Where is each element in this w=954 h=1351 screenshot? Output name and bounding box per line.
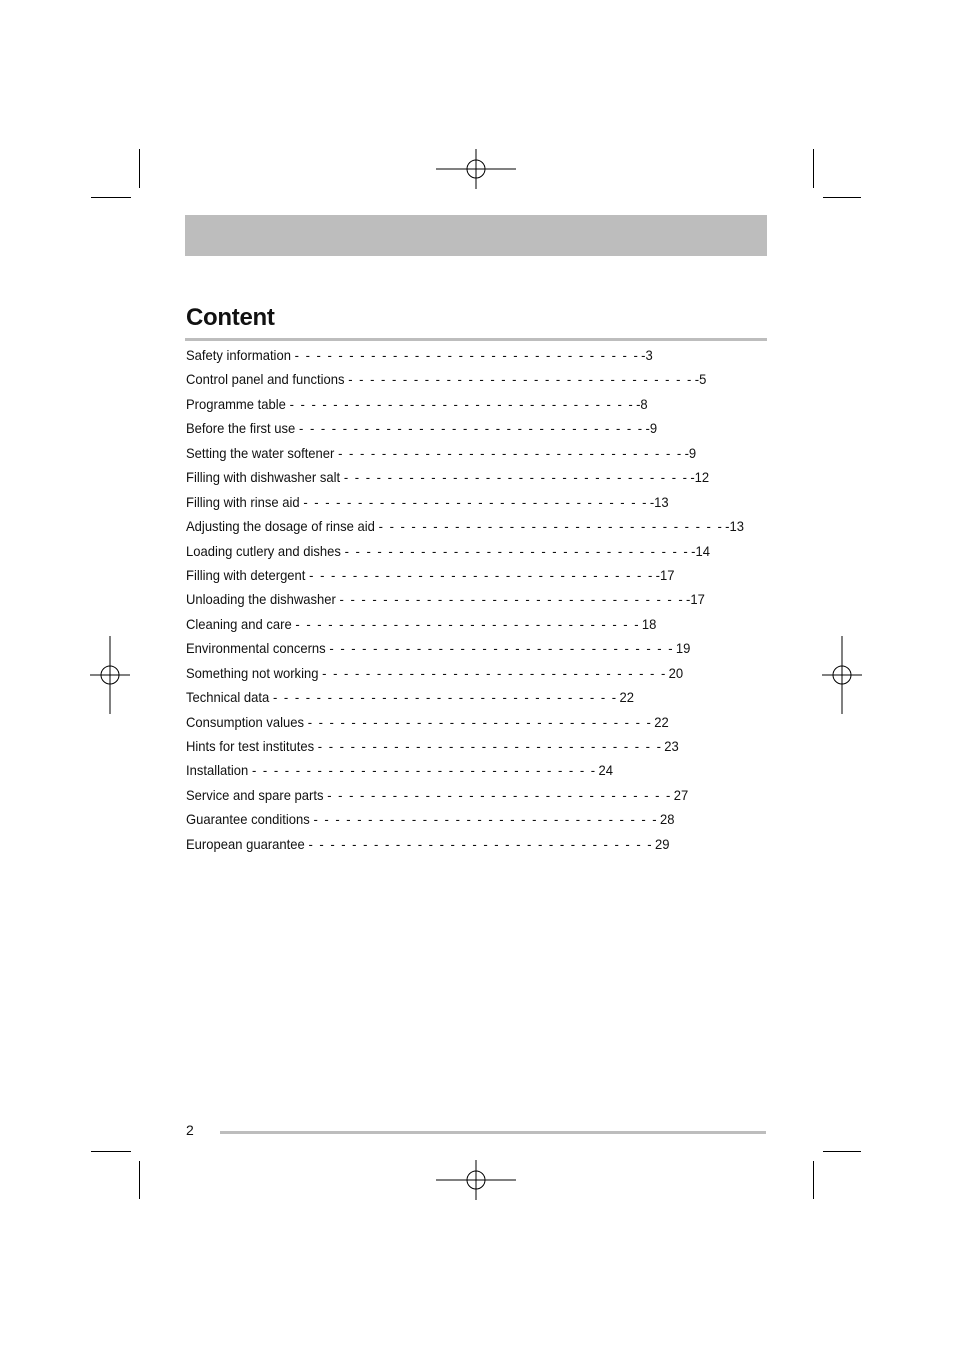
toc-label: Setting the water softener xyxy=(186,444,335,461)
toc-page: -3 xyxy=(641,347,653,363)
toc-item-loading-cutlery[interactable] xyxy=(186,539,710,563)
toc-item-water-softener[interactable] xyxy=(186,441,697,465)
toc-leader: - - - - - - - - - - - - - - - - - - - - - - - - - - - - - - - - xyxy=(272,689,618,706)
toc-label: Technical data xyxy=(186,689,270,706)
toc-label: Safety information xyxy=(186,347,291,363)
toc-leader: - - - - - - - - - - - - - - - - - - - - - - - - - - - - - - - - xyxy=(299,420,644,437)
registration-mark-right-icon xyxy=(822,636,862,714)
toc-leader: - - - - - - - - - - - - - - - - - - - - - - - - - - - - - - - - xyxy=(313,811,659,828)
toc-item-safety-information[interactable] xyxy=(186,343,653,367)
toc-item-european-guarantee[interactable] xyxy=(186,832,670,856)
toc-label: Before the first use xyxy=(186,420,296,437)
toc-leader: - - - - - - - - - - - - - - - - - - - - - - - - - - - - - - - - xyxy=(251,762,597,779)
toc-page: 29 xyxy=(654,835,670,852)
toc-item-control-panel[interactable] xyxy=(186,367,707,391)
toc-label: Something not working xyxy=(186,664,319,681)
toc-label: Installation xyxy=(186,762,249,779)
toc-page: -9 xyxy=(684,444,697,461)
toc-page: -12 xyxy=(690,469,710,486)
toc-label: European guarantee xyxy=(186,835,305,852)
crop-mark-top-right-horizontal xyxy=(823,197,861,198)
toc-page: -17 xyxy=(655,566,675,583)
toc-item-environmental[interactable] xyxy=(186,636,691,660)
toc-item-installation[interactable] xyxy=(186,758,613,782)
toc-label: Environmental concerns xyxy=(186,640,326,657)
toc-page: -13 xyxy=(649,493,669,510)
registration-mark-top-icon xyxy=(436,149,516,189)
toc-leader: - - - - - - - - - - - - - - - - - - - - - - - - - - - - - - - - xyxy=(294,347,640,363)
toc-leader: - - - - - - - - - - - - - - - - - - - - - - - - - - - - - - - - xyxy=(343,469,689,486)
toc-page: 22 xyxy=(654,713,669,730)
toc-page: 18 xyxy=(641,615,657,632)
toc-page: -17 xyxy=(686,591,705,608)
toc-label: Unloading the dishwasher xyxy=(186,591,336,608)
toc-page: 22 xyxy=(619,689,634,706)
toc-label: Programme table xyxy=(186,395,286,412)
toc-leader: - - - - - - - - - - - - - - - - - - - - - - - - - - - - - - - - xyxy=(338,444,683,461)
crop-mark-bottom-right-vertical xyxy=(813,1161,814,1199)
toc-label: Guarantee conditions xyxy=(186,811,310,828)
crop-mark-bottom-left-vertical xyxy=(139,1161,140,1199)
toc-page: -8 xyxy=(636,395,648,412)
toc-page: 19 xyxy=(675,640,691,657)
toc-item-not-working[interactable] xyxy=(186,661,684,685)
toc-leader: - - - - - - - - - - - - - - - - - - - - - - - - - - - - - - - - xyxy=(344,542,690,559)
toc-item-service-parts[interactable] xyxy=(186,783,689,807)
footer-rule xyxy=(220,1131,766,1134)
toc-item-rinse-aid-dosage[interactable] xyxy=(186,514,744,538)
toc-leader: - - - - - - - - - - - - - - - - - - - - - - - - - - - - - - - - xyxy=(348,371,693,388)
crop-mark-bottom-right-horizontal xyxy=(823,1151,861,1152)
toc-item-programme-table[interactable] xyxy=(186,392,648,416)
toc-leader: - - - - - - - - - - - - - - - - - - - - - - - - - - - - - - - - xyxy=(329,640,675,657)
toc-item-before-first-use[interactable] xyxy=(186,416,658,440)
table-of-contents xyxy=(186,343,744,856)
toc-item-dishwasher-salt[interactable] xyxy=(186,465,710,489)
toc-leader: - - - - - - - - - - - - - - - - - - - - - - - - - - - - - - - - xyxy=(309,566,654,583)
page-title: Content xyxy=(186,304,275,331)
toc-page: -5 xyxy=(694,371,707,388)
toc-label: Filling with detergent xyxy=(186,566,306,583)
toc-leader: - - - - - - - - - - - - - - - - - - - - - - - - - - - - - - - - xyxy=(295,615,641,632)
toc-item-cleaning-care[interactable] xyxy=(186,612,657,636)
crop-mark-top-right-vertical xyxy=(813,149,814,188)
toc-page: -13 xyxy=(725,518,744,535)
toc-item-test-institutes[interactable] xyxy=(186,734,679,758)
toc-label: Service and spare parts xyxy=(186,786,324,803)
toc-page: 27 xyxy=(673,786,689,803)
toc-item-technical-data[interactable] xyxy=(186,685,634,709)
toc-page: 23 xyxy=(664,738,679,754)
toc-item-consumption[interactable] xyxy=(186,710,669,734)
toc-leader: - - - - - - - - - - - - - - - - - - - - - - - - - - - - - - - - xyxy=(322,664,667,681)
toc-item-rinse-aid[interactable] xyxy=(186,490,669,514)
toc-leader: - - - - - - - - - - - - - - - - - - - - - - - - - - - - - - - - xyxy=(327,786,672,803)
toc-label: Loading cutlery and dishes xyxy=(186,542,341,559)
toc-page: 24 xyxy=(598,762,613,779)
toc-leader: - - - - - - - - - - - - - - - - - - - - - - - - - - - - - - - - xyxy=(289,395,635,412)
toc-label: Hints for test institutes xyxy=(186,738,315,754)
toc-page: 20 xyxy=(668,664,684,681)
toc-page: -9 xyxy=(645,420,658,437)
toc-leader: - - - - - - - - - - - - - - - - - - - - - - - - - - - - - - - - xyxy=(339,591,685,608)
toc-item-guarantee-conditions[interactable] xyxy=(186,807,675,831)
header-band xyxy=(185,215,767,256)
toc-leader: - - - - - - - - - - - - - - - - - - - - - - - - - - - - - - - - xyxy=(308,835,654,852)
toc-label: Adjusting the dosage of rinse aid xyxy=(186,518,375,535)
crop-mark-top-left-horizontal xyxy=(91,197,131,198)
registration-mark-left-icon xyxy=(90,636,130,714)
crop-mark-bottom-left-horizontal xyxy=(91,1151,131,1152)
toc-leader: - - - - - - - - - - - - - - - - - - - - - - - - - - - - - - - - xyxy=(378,518,724,535)
toc-item-unloading[interactable] xyxy=(186,587,705,611)
toc-leader: - - - - - - - - - - - - - - - - - - - - - - - - - - - - - - - - xyxy=(307,713,653,730)
title-underline xyxy=(185,338,767,341)
toc-leader: - - - - - - - - - - - - - - - - - - - - - - - - - - - - - - - - xyxy=(303,493,648,510)
toc-label: Control panel and functions xyxy=(186,371,345,388)
toc-leader: - - - - - - - - - - - - - - - - - - - - - - - - - - - - - - - - xyxy=(317,738,663,754)
toc-page: -14 xyxy=(691,542,710,559)
toc-label: Filling with dishwasher salt xyxy=(186,469,341,486)
toc-page: 28 xyxy=(659,811,675,828)
toc-label: Cleaning and care xyxy=(186,615,292,632)
toc-label: Consumption values xyxy=(186,713,304,730)
crop-mark-top-left-vertical xyxy=(139,149,140,188)
toc-item-detergent[interactable] xyxy=(186,563,675,587)
page-number: 2 xyxy=(186,1122,194,1138)
toc-label: Filling with rinse aid xyxy=(186,493,300,510)
registration-mark-bottom-icon xyxy=(436,1160,516,1200)
